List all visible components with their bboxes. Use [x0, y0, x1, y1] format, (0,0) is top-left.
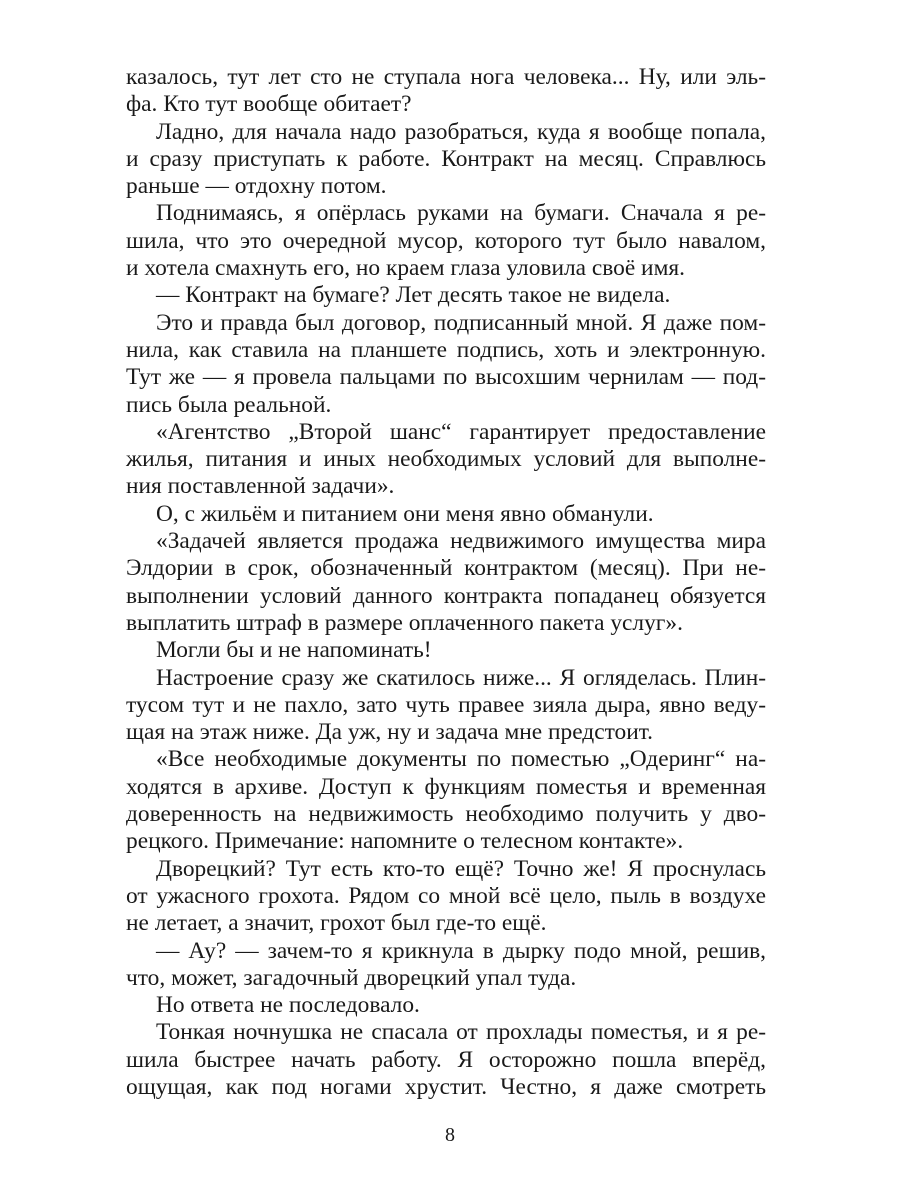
text-line: «Все необходимые документы по поместью „Одеринг“ на-: [156, 746, 766, 773]
text-line: ходятся в архиве. Доступ к функциям поместья и временная: [126, 773, 766, 800]
text-line: фа. Кто тут вообще обитает?: [126, 91, 412, 118]
text-line: шила быстрее начать работу. Я осторожно пошла вперёд,: [126, 1046, 766, 1073]
text-line: раньше — отдохну потом.: [126, 173, 387, 200]
text-line: ощущая, как под ногами хрустит. Честно, я даже смотреть: [126, 1073, 766, 1100]
text-line: Могли бы и не напоминать!: [156, 637, 432, 664]
text-line: шила, что это очередной мусор, которого тут было навалом,: [126, 227, 766, 254]
text-line: что, может, загадочный дворецкий упал туда.: [126, 964, 577, 991]
text-line: и сразу приступать к работе. Контракт на месяц. Справлюсь: [126, 145, 766, 172]
text-line: ния поставленной задачи».: [126, 473, 395, 500]
text-line: и хотела смахнуть его, но краем глаза уловила своё имя.: [126, 255, 685, 282]
text-line: «Агентство „Второй шанс“ гарантирует предоставление: [156, 418, 766, 445]
text-line: нила, как ставила на планшете подпись, хоть и электронную.: [126, 336, 766, 363]
text-line: доверенность на недвижимость необходимо получить у дво-: [126, 801, 766, 828]
text-line: Настроение сразу же скатилось ниже... Я огляделась. Плин-: [156, 664, 766, 691]
text-line: — Ау? — зачем-то я крикнула в дырку подо мной, решив,: [156, 937, 766, 964]
text-line: — Контракт на бумаге? Лет десять такое не видела.: [156, 282, 671, 309]
text-line: Элдории в срок, обозначенный контрактом (месяц). При не-: [126, 555, 766, 582]
page-number: 8: [445, 1124, 455, 1146]
text-line: «Задачей является продажа недвижимого имущества мира: [156, 528, 766, 555]
text-line: Дворецкий? Тут есть кто-то ещё? Точно же! Я проснулась: [156, 855, 766, 882]
text-line: жилья, питания и иных необходимых условий для выполне-: [126, 446, 766, 473]
text-line: Поднимаясь, я опёрлась руками на бумаги. Сначала я ре-: [156, 200, 766, 227]
text-line: О, с жильём и питанием они меня явно обманули.: [156, 500, 654, 527]
text-line: Это и правда был договор, подписанный мной. Я даже пом-: [156, 309, 766, 336]
text-line: рецкого. Примечание: напомните о телесном контакте».: [126, 828, 684, 855]
text-line: не летает, а значит, грохот был где-то ещё.: [126, 910, 547, 937]
page-body-text: [126, 64, 766, 1101]
text-line: от ужасного грохота. Рядом со мной всё цело, пыль в воздухе: [126, 882, 766, 909]
text-line: Но ответа не последовало.: [156, 992, 420, 1019]
text-line: выполнении условий данного контракта попаданец обязуется: [126, 582, 766, 609]
text-line: тусом тут и не пахло, зато чуть правее зияла дыра, явно веду-: [126, 691, 766, 718]
text-line: Тут же — я провела пальцами по высохшим чернилам — под-: [126, 364, 766, 391]
text-line: пись была реальной.: [126, 391, 332, 418]
text-line: Ладно, для начала надо разобраться, куда я вообще попала,: [156, 118, 766, 145]
text-line: выплатить штраф в размере оплаченного пакета услуг».: [126, 609, 683, 636]
text-line: Тонкая ночнушка не спасала от прохлады поместья, и я ре-: [156, 1019, 766, 1046]
text-line: щая на этаж ниже. Да уж, ну и задача мне предстоит.: [126, 719, 654, 746]
text-line: казалось, тут лет сто не ступала нога человека... Ну, или эль-: [126, 64, 766, 90]
